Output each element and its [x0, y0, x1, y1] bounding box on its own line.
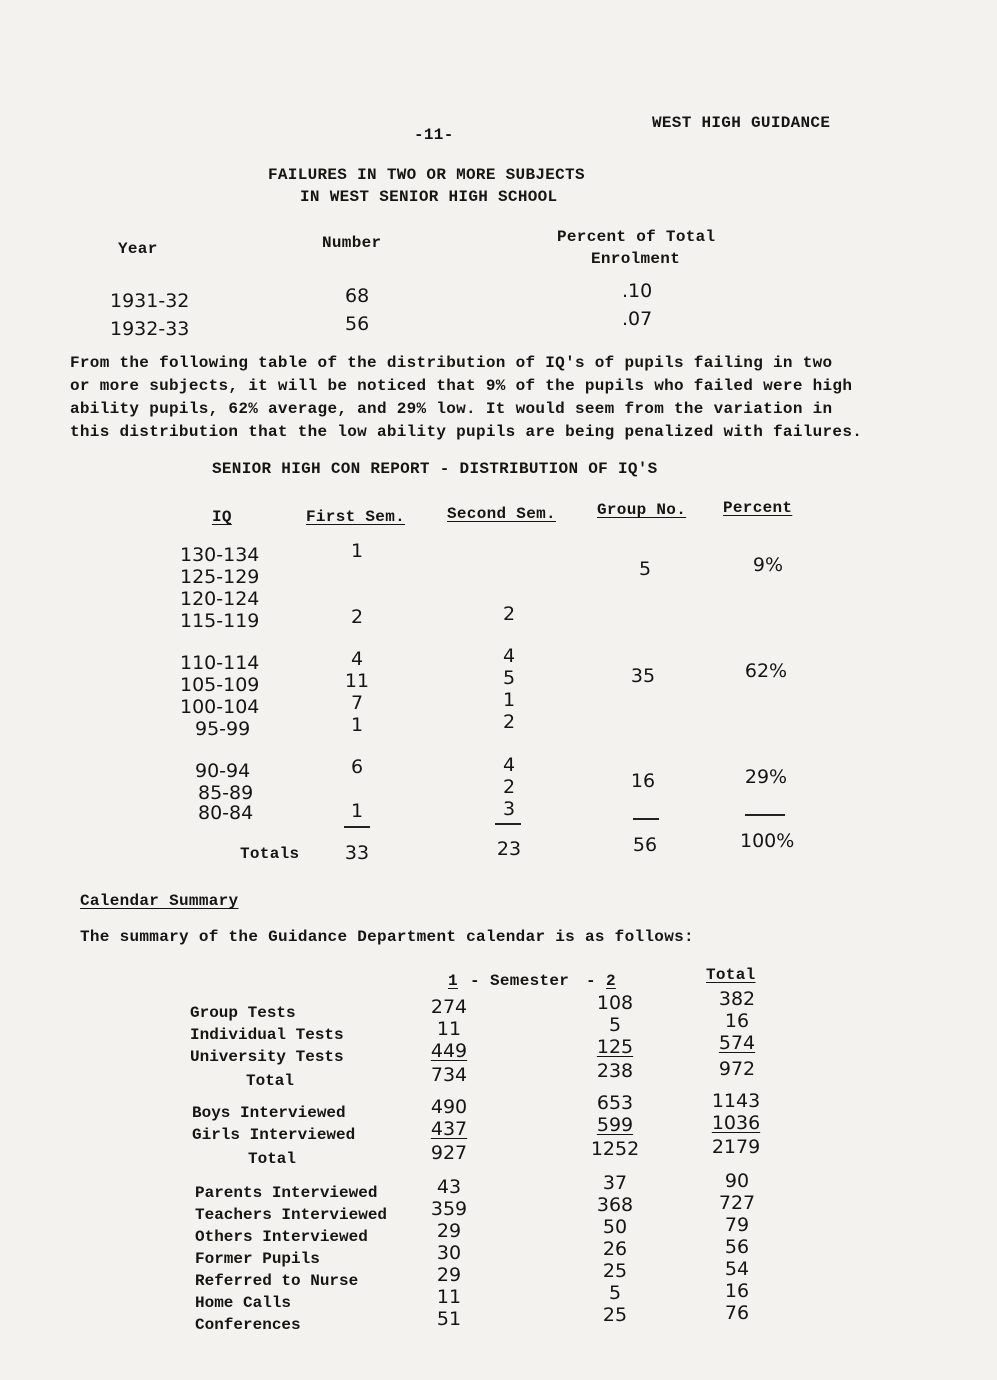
calendar-row-label: Teachers Interviewed: [195, 1206, 388, 1224]
iq-second-sem: 4: [502, 754, 516, 776]
failures-row-number: 68: [345, 285, 370, 307]
group-number: 5: [638, 558, 652, 580]
iq-range: 130-134: [180, 544, 260, 566]
iq-second-sem: 3: [502, 798, 516, 820]
failures-title-line1: FAILURES IN TWO OR MORE SUBJECTS: [268, 166, 585, 184]
calendar-sem1-value: 927: [430, 1142, 468, 1164]
percent-header: Percent: [723, 499, 793, 517]
calendar-total-value: 1143: [711, 1090, 761, 1112]
totals-label: Totals: [240, 845, 300, 863]
iq-range: 100-104: [180, 696, 260, 718]
iq-first-sem: 7: [350, 692, 364, 714]
calendar-total-value: 90: [724, 1170, 750, 1192]
calendar-sem2-value: 238: [596, 1060, 634, 1082]
calendar-sem2-value: 25: [602, 1304, 628, 1326]
iq-second-sem: 1: [502, 689, 516, 711]
calendar-sem2-value: 1252: [590, 1138, 640, 1160]
total-rule: [633, 818, 659, 820]
calendar-row-label: Former Pupils: [195, 1250, 320, 1268]
calendar-sem2-value: 5: [608, 1014, 622, 1036]
failures-row-year: 1931-32: [110, 290, 190, 312]
iq-range: 85-89: [198, 782, 254, 804]
body-paragraph: [70, 352, 930, 444]
calendar-sem2-value: 125: [596, 1036, 634, 1058]
iq-second-sem: 2: [502, 776, 516, 798]
group-number: 16: [630, 770, 656, 792]
running-title: WEST HIGH GUIDANCE: [652, 114, 831, 132]
iq-first-sem: 2: [350, 606, 364, 628]
page-number: -11-: [414, 126, 454, 144]
calendar-sem2-value: 5: [608, 1282, 622, 1304]
failures-row-percent: .07: [622, 308, 653, 330]
col-number-header: Number: [322, 234, 382, 252]
iq-first-sem: 1: [350, 800, 364, 822]
col-year-header: Year: [118, 240, 158, 258]
calendar-row-label: Parents Interviewed: [195, 1184, 378, 1202]
calendar-sem2-value: 37: [602, 1172, 628, 1194]
calendar-row-label: Individual Tests: [190, 1026, 344, 1044]
calendar-total-value: 972: [718, 1058, 756, 1080]
calendar-heading: Calendar Summary: [80, 892, 239, 910]
iq-second-sem: 5: [502, 667, 516, 689]
iq-range: 115-119: [180, 610, 260, 632]
calendar-total-value: 727: [718, 1192, 756, 1214]
header-separator: -: [586, 972, 596, 990]
iq-range: 95-99: [195, 718, 251, 740]
iq-first-sem: 11: [344, 670, 370, 692]
calendar-sem2-value: 368: [596, 1194, 634, 1216]
iq-range: 80-84: [198, 802, 254, 824]
calendar-sem1-value: 437: [430, 1118, 468, 1140]
calendar-sem1-value: 11: [436, 1286, 462, 1308]
calendar-sem1-value: 274: [430, 996, 468, 1018]
calendar-sem1-value: 43: [436, 1176, 462, 1198]
calendar-total-value: 382: [718, 988, 756, 1010]
calendar-sem1-value: 490: [430, 1096, 468, 1118]
calendar-sem1-value: 734: [430, 1064, 468, 1086]
iq-table-title: SENIOR HIGH CON REPORT - DISTRIBUTION OF IQ'S: [212, 460, 658, 478]
calendar-row-label: Girls Interviewed: [192, 1126, 356, 1144]
calendar-row-label: University Tests: [190, 1048, 344, 1066]
calendar-total-value: 574: [718, 1032, 756, 1054]
iq-range: 105-109: [180, 674, 260, 696]
header-separator: -: [470, 972, 480, 990]
paragraph-line: ability pupils, 62% average, and 29% low. It would seem from the variation in: [70, 400, 833, 418]
calendar-sem2-value: 50: [602, 1216, 628, 1238]
calendar-intro: The summary of the Guidance Department calendar is as follows:: [80, 928, 694, 946]
total-second-sem: 23: [496, 838, 522, 860]
col-percent-header-line2: Enrolment: [591, 250, 681, 268]
semester-header: Semester: [490, 972, 570, 990]
iq-first-sem: 1: [350, 714, 364, 736]
iq-range: 125-129: [180, 566, 260, 588]
iq-second-sem: 2: [502, 711, 516, 733]
calendar-row-label: Referred to Nurse: [195, 1272, 359, 1290]
calendar-row-label: Home Calls: [195, 1294, 292, 1312]
group-number: 35: [630, 665, 656, 687]
first-sem-header: First Sem.: [306, 508, 406, 526]
group-percent: 29%: [744, 766, 788, 788]
paragraph-line: this distribution that the low ability pupils are being penalized with failures.: [70, 423, 863, 441]
iq-range: 90-94: [195, 760, 251, 782]
calendar-sem2-value: 653: [596, 1092, 634, 1114]
calendar-sem1-value: 51: [436, 1308, 462, 1330]
failures-title-line2: IN WEST SENIOR HIGH SCHOOL: [300, 188, 558, 206]
iq-range: 110-114: [180, 652, 260, 674]
calendar-row-label: Total: [246, 1072, 295, 1090]
failures-row-number: 56: [345, 313, 370, 335]
calendar-sem2-value: 25: [602, 1260, 628, 1282]
second-sem-header: Second Sem.: [447, 505, 556, 523]
calendar-sem1-value: 29: [436, 1264, 462, 1286]
calendar-sem1-value: 11: [436, 1018, 462, 1040]
calendar-total-value: 79: [724, 1214, 750, 1236]
calendar-sem1-value: 359: [430, 1198, 468, 1220]
iq-first-sem: 1: [350, 540, 364, 562]
calendar-total-value: 16: [724, 1010, 750, 1032]
calendar-sem1-value: 449: [430, 1040, 468, 1062]
total-rule: [745, 814, 785, 816]
iq-second-sem: 4: [502, 645, 516, 667]
failures-row-percent: .10: [622, 280, 653, 302]
paragraph-line: or more subjects, it will be noticed that 9% of the pupils who failed were high: [70, 377, 853, 395]
calendar-row-label: Boys Interviewed: [192, 1104, 346, 1122]
iq-header: IQ: [212, 508, 232, 526]
calendar-sem2-value: 26: [602, 1238, 628, 1260]
total-group: 56: [632, 834, 658, 856]
total-rule: [495, 823, 521, 825]
total-header: Total: [706, 966, 756, 984]
calendar-row-label: Group Tests: [190, 1004, 296, 1022]
iq-first-sem: 4: [350, 648, 364, 670]
group-percent: 9%: [752, 554, 784, 576]
calendar-row-label: Conferences: [195, 1316, 301, 1334]
iq-second-sem: 2: [502, 603, 516, 625]
calendar-sem1-value: 30: [436, 1242, 462, 1264]
calendar-total-value: 56: [724, 1236, 750, 1258]
semester-1-header: 1: [448, 972, 458, 990]
col-percent-header-line1: Percent of Total: [557, 228, 716, 246]
calendar-total-value: 16: [724, 1280, 750, 1302]
semester-2-header: 2: [606, 972, 616, 990]
calendar-sem2-value: 108: [596, 992, 634, 1014]
iq-range: 120-124: [180, 588, 260, 610]
calendar-total-value: 76: [724, 1302, 750, 1324]
calendar-total-value: 54: [724, 1258, 750, 1280]
calendar-sem1-value: 29: [436, 1220, 462, 1242]
calendar-sem2-value: 599: [596, 1114, 634, 1136]
iq-first-sem: 6: [350, 756, 364, 778]
group-no-header: Group No.: [597, 501, 687, 519]
calendar-total-value: 2179: [711, 1136, 761, 1158]
failures-row-year: 1932-33: [110, 318, 190, 340]
paragraph-line: From the following table of the distribution of IQ's of pupils failing in two: [70, 354, 833, 372]
total-first-sem: 33: [344, 842, 370, 864]
calendar-row-label: Total: [248, 1150, 297, 1168]
total-rule: [344, 826, 370, 828]
total-percent: 100%: [740, 830, 795, 852]
calendar-total-value: 1036: [711, 1112, 761, 1134]
group-percent: 62%: [744, 660, 788, 682]
calendar-row-label: Others Interviewed: [195, 1228, 368, 1246]
